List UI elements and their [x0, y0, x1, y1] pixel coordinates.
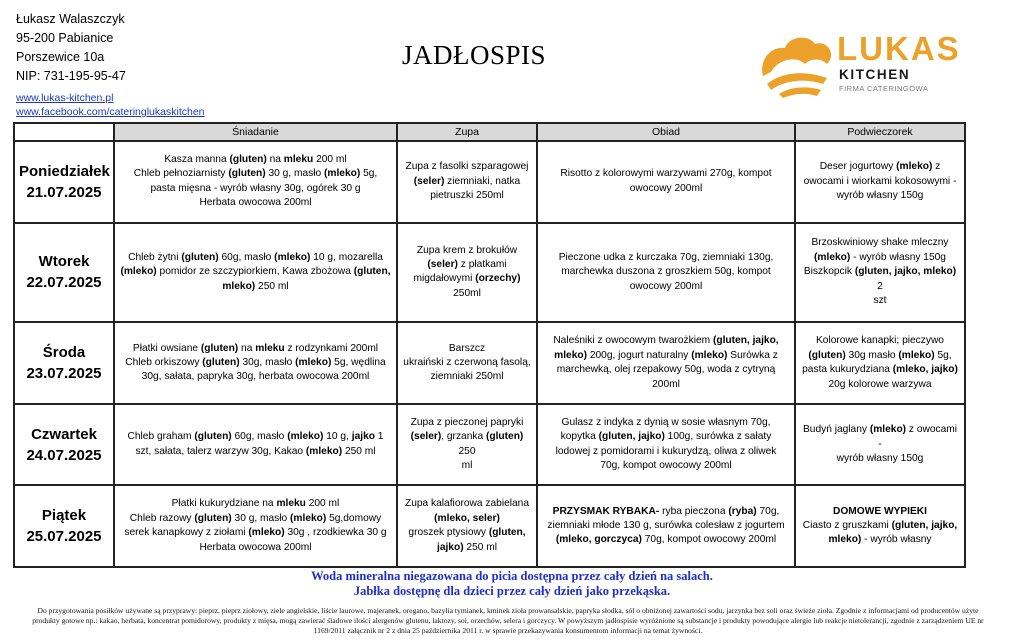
company-logo — [757, 28, 961, 100]
snack-cell — [795, 141, 965, 223]
logo-tagline: FIRMA CATERINGOWA — [839, 84, 929, 93]
day-cell — [14, 485, 114, 567]
page-title: JADŁOSPIS — [402, 40, 547, 70]
table-row — [14, 141, 965, 223]
logo-brand-text: LUKAS — [837, 30, 961, 67]
breakfast-text: Kasza manna (gluten) na mleku 200 ml Chleb pełnoziarnisty (gluten) 30 g, masło (mleko) 5g, pasta mięsna - wyrób własny 30g, ogórek 30 g Herbata owocowa 200ml — [133, 153, 378, 209]
company-owner: Łukasz Walaszczyk — [16, 12, 125, 26]
snack-text: Brzoskwiniowy shake mleczny (mleko) - wyrób własny 150g Biszkopcik (gluten, jajko, mleko) 2 szt — [803, 237, 957, 307]
lunch-text: Pieczone udka z kurczaka 70g, ziemniaki 130g, marchewka duszona z groszkiem 50g, kompot owocowy 200ml — [558, 251, 774, 292]
snack-text: Deser jogurtowy (mleko) z owocami i wiorkami kokosowymi - wyrób własny 150g — [803, 161, 957, 201]
table-row — [14, 485, 965, 567]
soup-cell — [397, 485, 537, 567]
breakfast-text: Chleb graham (gluten) 60g, masło (mleko) 10 g, jajko 1 szt, sałata, talerz warzyw 30g, Kakao (mleko) 250 ml — [127, 431, 384, 457]
website-link[interactable]: www.lukas-kitchen.pl — [16, 92, 114, 104]
soup-text: Zupa krem z brokułów (seler) z płatkami migdałowymi (orzechy) 250ml — [413, 244, 521, 299]
soup-cell — [397, 404, 537, 486]
menu-table — [13, 122, 966, 568]
soup-text: Barszcz ukraiński z czerwoną fasolą, ziemniaki 250ml — [403, 342, 531, 383]
day-date: 21.07.2025 — [26, 183, 102, 201]
header-soup: Zupa — [397, 123, 537, 141]
breakfast-cell — [114, 141, 397, 223]
breakfast-cell — [114, 322, 397, 404]
day-date: 25.07.2025 — [26, 528, 102, 546]
apple-note: Jabłka dostępnę dla dzieci przez cały dzień jako przekąska. — [353, 584, 671, 598]
breakfast-text: Płatki kukurydziane na mleku 200 ml Chleb razowy (gluten) 30 g, masło (mleko) 5g,domowy serek kanapkowy z ziołami (mleko) 30g , rzodkiewka 30 g Herbata owocowa 200ml — [124, 498, 387, 553]
snack-text: DOMOWE WYPIEKI Ciasto z gruszkami (gluten, jajko, mleko) - wyrób własny — [802, 505, 958, 546]
lunch-cell — [537, 485, 795, 567]
table-row — [14, 404, 965, 486]
snack-cell — [795, 485, 965, 567]
water-note: Woda mineralna niegazowana do picia dostępna przez cały dzień na salach. — [311, 569, 713, 583]
breakfast-text: Chleb żytni (gluten) 60g, masło (mleko) 10 g, mozarella (mleko) pomidor ze szczypiorkiem, Kawa zbożowa (gluten, mleko) 250 ml — [120, 251, 391, 292]
day-cell — [14, 404, 114, 486]
header-lunch: Obiad — [537, 123, 795, 141]
table-header-row — [14, 123, 965, 141]
company-nip: NIP: 731-195-95-47 — [16, 69, 126, 83]
lunch-text: PRZYSMAK RYBAKA- ryba pieczona (ryba) 70g, ziemniaki młode 130 g, surówka colesław z jogurtem (mleko, gorczyca) 70g, kompot owocowy 200ml — [547, 505, 785, 546]
lunch-text: Risotto z kolorowymi warzywami 270g, kompot owocowy 200ml — [560, 168, 772, 194]
soup-cell — [397, 223, 537, 323]
day-name: Piątek — [41, 507, 87, 525]
soup-cell — [397, 322, 537, 404]
table-row — [14, 223, 965, 323]
soup-text: Zupa z fasolki szparagowej (seler) ziemniaki, natka pietruszki 250ml — [405, 161, 529, 201]
snack-text: Budyń jaglany (mleko) z owocami - wyrób własny 150g — [802, 424, 958, 464]
day-cell — [14, 322, 114, 404]
breakfast-cell — [114, 404, 397, 486]
lunch-cell — [537, 223, 795, 323]
soup-cell — [397, 141, 537, 223]
snack-cell — [795, 223, 965, 323]
footer-allergen-info: Do przygotowania posiłków używane są przyprawy: pieprz, pieprz ziołowy, ziele angielskie, liście laurowe, majeranek, oregano, bazylia tymianek, kminek zioła prowansalskie, papryka słodka, sól o obniżonej zawartości sodu, jarzynka bez soli oraz świeże zioła. Zgodnie z informacjami od producentów użyte produkty gotowe np.: kakao, herbata, koncentrat pomidorowy, produkty z mięsa, mogą zawierać śladowe ilości alergenów glutenu, laktozy, soi, orzechów, selera i gorczycy. W powyższym jadłospisie wyróżnione są substancje i produkty powodujące alergie lub reakcje nietolerancji, zgodnie z zarządzeniem UE nr 1169/2011 załącznik nr 2 z dnia 25 października 2011 r. w sprawie przekazywania konsumentom informacji na temat żywności. — [32, 606, 984, 635]
lunch-cell — [537, 322, 795, 404]
header-snack: Podwieczorek — [795, 123, 965, 141]
breakfast-cell — [114, 223, 397, 323]
soup-text: Zupa z pieczonej papryki (seler), grzanka (gluten) 250 ml — [410, 416, 524, 472]
day-date: 24.07.2025 — [26, 446, 102, 464]
table-row — [14, 322, 965, 404]
lunch-text: Gulasz z indyka z dynią w sosie własnym 70g, kopytka (gluten, jajko) 100g, surówka z sałaty lodowej z pomidorami i kukurydzą, oliwa z oliwek 70g, kompot owocowy 200ml — [555, 416, 777, 472]
lunch-text: Naleśniki z owocowym twarożkiem (gluten, jajko, mleko) 200g, jogurt naturalny (mleko) Surówka z marchewką, olej rzepakowy 50g, woda z cytryną 200ml — [553, 335, 779, 390]
day-name: Czwartek — [31, 425, 97, 443]
day-name: Środa — [42, 344, 86, 362]
header-breakfast: Śniadanie — [114, 123, 397, 141]
day-name: Poniedziałek — [19, 162, 110, 180]
breakfast-text: Płatki owsiane (gluten) na mleku z rodzynkami 200ml Chleb orkiszowy (gluten) 30g, masło (mleko) 5g, wędlina 30g, sałata, papryka 30g, herbata owocowa 200ml — [125, 342, 386, 383]
soup-text: Zupa kalafiorowa zabielana (mleko, seler) groszek ptysiowy (gluten, jajko) 250 ml — [404, 498, 530, 553]
day-cell — [14, 141, 114, 223]
header-day-cell — [14, 123, 114, 141]
day-date: 22.07.2025 — [26, 274, 102, 292]
snack-cell — [795, 404, 965, 486]
day-name: Wtorek — [38, 253, 90, 271]
company-street: Porszewice 10a — [16, 50, 105, 64]
company-address — [16, 10, 205, 119]
snack-text: Kolorowe kanapki; pieczywo (gluten) 30g masło (mleko) 5g, pasta kukurydziana (mleko, jajko) 20g kolorowe warzywa — [802, 335, 958, 390]
day-date: 23.07.2025 — [26, 365, 102, 383]
lunch-cell — [537, 141, 795, 223]
breakfast-cell — [114, 485, 397, 567]
chef-hat-logo-icon — [757, 28, 835, 100]
logo-sub-text: KITCHEN — [839, 67, 911, 82]
day-cell — [14, 223, 114, 323]
facebook-link[interactable]: www.facebook.com/cateringlukaskitchen — [16, 106, 205, 118]
snack-cell — [795, 322, 965, 404]
company-postal: 95-200 Pabianice — [16, 31, 114, 45]
lunch-cell — [537, 404, 795, 486]
